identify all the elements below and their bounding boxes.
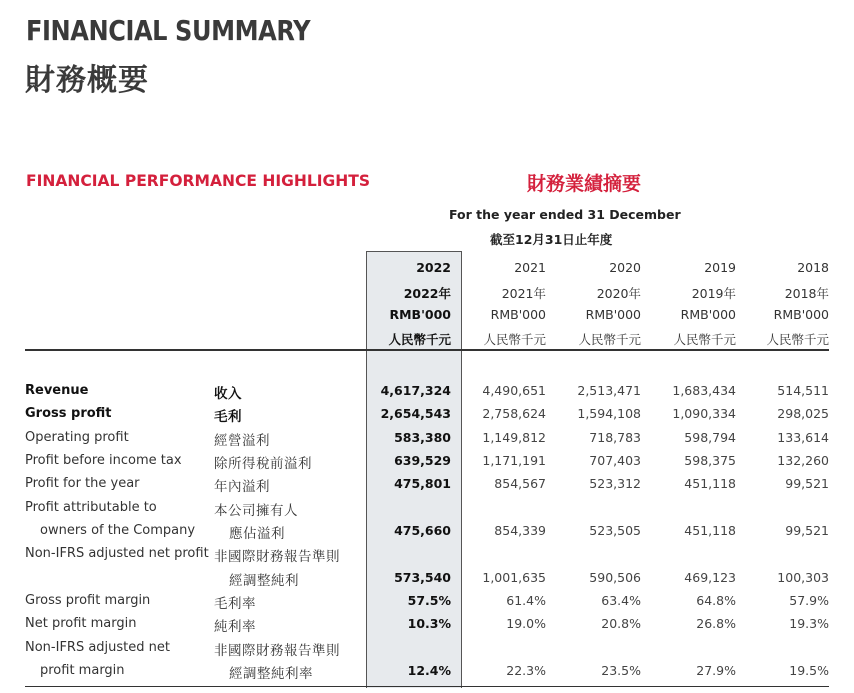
cell-value: 99,521 bbox=[785, 476, 829, 491]
cell-value: 26.8% bbox=[696, 616, 736, 631]
table-bottom-border bbox=[25, 686, 829, 687]
header-divider bbox=[25, 349, 829, 351]
row-label-zh: 毛利率 bbox=[214, 596, 256, 612]
column-unit-zh: 人民幣千元 bbox=[766, 332, 829, 347]
row-label-zh-line2: 應佔溢利 bbox=[229, 526, 285, 542]
column-year-zh: 2022年 bbox=[403, 286, 451, 301]
row-label-zh: 非國際財務報告準則 bbox=[214, 549, 340, 565]
cell-value: 598,375 bbox=[684, 453, 736, 468]
row-label-zh: 除所得稅前溢利 bbox=[214, 456, 312, 472]
row-label-zh: 純利率 bbox=[214, 619, 256, 635]
column-year: 2019 bbox=[704, 260, 736, 275]
cell-value: 2,513,471 bbox=[577, 383, 641, 398]
section-title: FINANCIAL PERFORMANCE HIGHLIGHTS bbox=[26, 171, 371, 190]
column-year-zh: 2021年 bbox=[501, 286, 546, 301]
cell-value: 523,505 bbox=[589, 523, 641, 538]
row-label-zh: 收入 bbox=[214, 386, 242, 402]
column-unit: RMB'000 bbox=[585, 307, 641, 322]
row-label-zh-line2: 經調整純利率 bbox=[229, 666, 313, 682]
cell-value: 12.4% bbox=[407, 663, 451, 678]
column-unit: RMB'000 bbox=[680, 307, 736, 322]
cell-value: 469,123 bbox=[684, 570, 736, 585]
page-title-zh: 財務概要 bbox=[25, 63, 149, 98]
cell-value: 854,339 bbox=[494, 523, 546, 538]
cell-value: 514,511 bbox=[777, 383, 829, 398]
page-title: FINANCIAL SUMMARY bbox=[26, 14, 311, 47]
cell-value: 523,312 bbox=[589, 476, 641, 491]
cell-value: 1,090,334 bbox=[672, 406, 736, 421]
row-label-zh-line2: 經調整純利 bbox=[229, 573, 299, 589]
cell-value: 99,521 bbox=[785, 523, 829, 538]
row-label: Non-IFRS adjusted net profit bbox=[25, 546, 209, 561]
row-label: Profit attributable to bbox=[25, 500, 157, 515]
cell-value: 23.5% bbox=[601, 663, 641, 678]
cell-value: 1,149,812 bbox=[482, 430, 546, 445]
cell-value: 19.0% bbox=[506, 616, 546, 631]
cell-value: 1,171,191 bbox=[482, 453, 546, 468]
row-label: Gross profit margin bbox=[25, 593, 151, 608]
cell-value: 854,567 bbox=[494, 476, 546, 491]
column-unit: RMB'000 bbox=[389, 307, 451, 322]
column-year: 2021 bbox=[514, 260, 546, 275]
cell-value: 1,001,635 bbox=[482, 570, 546, 585]
column-year-zh: 2019年 bbox=[691, 286, 736, 301]
cell-value: 1,594,108 bbox=[577, 406, 641, 421]
column-year: 2020 bbox=[609, 260, 641, 275]
column-unit-zh: 人民幣千元 bbox=[388, 332, 451, 347]
column-year-zh: 2020年 bbox=[596, 286, 641, 301]
row-label: Profit for the year bbox=[25, 476, 140, 491]
row-label-zh: 年內溢利 bbox=[214, 479, 270, 495]
column-unit: RMB'000 bbox=[490, 307, 546, 322]
cell-value: 707,403 bbox=[589, 453, 641, 468]
cell-value: 100,303 bbox=[777, 570, 829, 585]
column-unit: RMB'000 bbox=[773, 307, 829, 322]
column-unit-zh: 人民幣千元 bbox=[673, 332, 736, 347]
cell-value: 61.4% bbox=[506, 593, 546, 608]
column-year-zh: 2018年 bbox=[784, 286, 829, 301]
cell-value: 57.9% bbox=[789, 593, 829, 608]
period-caption: For the year ended 31 December bbox=[449, 207, 681, 222]
cell-value: 64.8% bbox=[696, 593, 736, 608]
cell-value: 590,506 bbox=[589, 570, 641, 585]
section-title-zh: 財務業績摘要 bbox=[527, 173, 642, 195]
cell-value: 1,683,434 bbox=[672, 383, 736, 398]
cell-value: 451,118 bbox=[684, 523, 736, 538]
cell-value: 19.5% bbox=[789, 663, 829, 678]
cell-value: 20.8% bbox=[601, 616, 641, 631]
cell-value: 63.4% bbox=[601, 593, 641, 608]
row-label-zh: 經營溢利 bbox=[214, 433, 270, 449]
row-label-zh: 毛利 bbox=[214, 409, 242, 425]
column-year: 2022 bbox=[416, 260, 451, 275]
row-label-zh: 本公司擁有人 bbox=[214, 503, 298, 519]
cell-value: 475,660 bbox=[394, 523, 451, 538]
cell-value: 639,529 bbox=[394, 453, 451, 468]
cell-value: 475,801 bbox=[394, 476, 451, 491]
row-label-line2: owners of the Company bbox=[40, 523, 196, 538]
cell-value: 133,614 bbox=[777, 430, 829, 445]
row-label: Net profit margin bbox=[25, 616, 137, 631]
cell-value: 573,540 bbox=[394, 570, 451, 585]
row-label-line2: profit margin bbox=[40, 663, 125, 678]
cell-value: 19.3% bbox=[789, 616, 829, 631]
cell-value: 22.3% bbox=[506, 663, 546, 678]
cell-value: 57.5% bbox=[407, 593, 451, 608]
column-year: 2018 bbox=[797, 260, 829, 275]
period-caption-zh: 截至12月31日止年度 bbox=[490, 232, 613, 247]
column-unit-zh: 人民幣千元 bbox=[483, 332, 546, 347]
cell-value: 4,617,324 bbox=[380, 383, 451, 398]
cell-value: 598,794 bbox=[684, 430, 736, 445]
row-label: Non-IFRS adjusted net bbox=[25, 640, 170, 655]
row-label: Revenue bbox=[25, 383, 89, 398]
cell-value: 2,758,624 bbox=[482, 406, 546, 421]
cell-value: 27.9% bbox=[696, 663, 736, 678]
column-unit-zh: 人民幣千元 bbox=[578, 332, 641, 347]
cell-value: 298,025 bbox=[777, 406, 829, 421]
row-label-zh: 非國際財務報告準則 bbox=[214, 643, 340, 659]
cell-value: 718,783 bbox=[589, 430, 641, 445]
row-label: Operating profit bbox=[25, 430, 129, 445]
cell-value: 10.3% bbox=[407, 616, 451, 631]
cell-value: 132,260 bbox=[777, 453, 829, 468]
row-label: Profit before income tax bbox=[25, 453, 182, 468]
row-label: Gross profit bbox=[25, 406, 112, 421]
cell-value: 4,490,651 bbox=[482, 383, 546, 398]
cell-value: 451,118 bbox=[684, 476, 736, 491]
cell-value: 2,654,543 bbox=[380, 406, 451, 421]
cell-value: 583,380 bbox=[394, 430, 451, 445]
